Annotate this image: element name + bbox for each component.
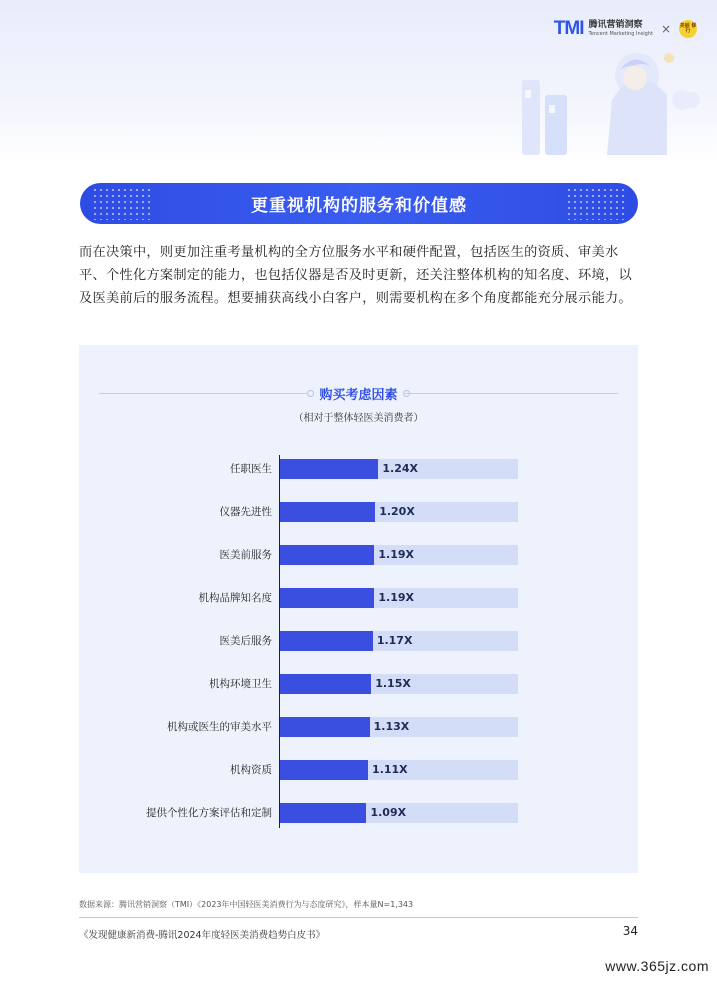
bar-category-label: 机构资质 [230, 764, 272, 776]
document-title: 《发现健康新消费-腾讯2024年度轻医美消费趋势白皮书》 [79, 930, 326, 941]
bar-value-label: 1.24X [382, 462, 418, 475]
data-source: 数据来源：腾讯营销洞察（TMI）《2023年中国轻医美消费行为与态度研究》，样本量N=1,343 [79, 900, 414, 909]
brand-separator: × [660, 22, 671, 36]
bar-category-label: 机构或医生的审美水平 [167, 721, 272, 733]
bar-category-label: 任职医生 [230, 463, 272, 475]
chart-title: 购买考虑因素 [319, 388, 398, 403]
bar-row [79, 459, 638, 479]
partner-badge: 美丽 修行 [679, 20, 697, 38]
bar [280, 674, 371, 694]
banner-dots-left [92, 187, 152, 220]
bar-row [79, 631, 638, 651]
bar-value-label: 1.15X [375, 677, 411, 690]
body-paragraph: 而在决策中，则更加注重考量机构的全方位服务水平和硬件配置，包括医生的资质、审美水平、个性化方案制定的能力，也包括仪器是否及时更新，还关注整体机构的知名度、环境，以及医美前后的服务流程。想要捕获高线小白客户，则需要机构在多个角度都能充分展示能力。 [79, 245, 632, 306]
bar [280, 459, 378, 479]
bar-category-label: 仪器先进性 [219, 506, 272, 518]
bar-row [79, 545, 638, 565]
brand-name-en: Tencent Marketing Insight [588, 31, 653, 37]
bar-value-label: 1.20X [379, 505, 415, 518]
bar [280, 631, 373, 651]
bar-row [79, 717, 638, 737]
brand-name: 腾讯营销洞察 [588, 20, 643, 30]
tmi-logo-mark: TMI [553, 18, 584, 39]
bar [280, 545, 374, 565]
title-rule-right [403, 393, 618, 394]
brand-text [588, 21, 652, 37]
banner-dots-right [566, 187, 626, 220]
bar [280, 588, 374, 608]
bar-value-label: 1.19X [378, 591, 415, 604]
bar-row [79, 502, 638, 522]
bar-category-label: 医美前服务 [219, 549, 272, 561]
bar-row [79, 760, 638, 780]
bar-row [79, 803, 638, 823]
site-watermark: www.365jz.com [605, 958, 709, 974]
bar-value-label: 1.19X [378, 548, 415, 561]
bar [280, 717, 370, 737]
section-title: 更重视机构的服务和价值感 [251, 196, 467, 216]
section-banner [80, 183, 638, 224]
chart-title-row [79, 384, 638, 402]
brand-logo [554, 18, 697, 40]
bar-category-label: 机构品牌知名度 [198, 592, 272, 604]
chart-panel [79, 345, 638, 873]
bar [280, 760, 368, 780]
chart-subtitle: （相对于整体轻医美消费者） [293, 413, 424, 424]
bar-row [79, 588, 638, 608]
footer-divider [79, 917, 638, 918]
bar-value-label: 1.09X [370, 806, 407, 819]
bar-category-label: 医美后服务 [219, 635, 272, 647]
bar-row [79, 674, 638, 694]
page-number: 34 [622, 924, 638, 938]
bar-value-label: 1.17X [376, 634, 413, 647]
bar-value-label: 1.13X [373, 720, 410, 733]
bar [280, 803, 366, 823]
bar-category-label: 提供个性化方案评估和定制 [146, 807, 272, 819]
bar-value-label: 1.11X [372, 763, 408, 776]
header-illustration [517, 40, 707, 160]
bar [280, 502, 375, 522]
bar-category-label: 机构环境卫生 [209, 678, 272, 690]
